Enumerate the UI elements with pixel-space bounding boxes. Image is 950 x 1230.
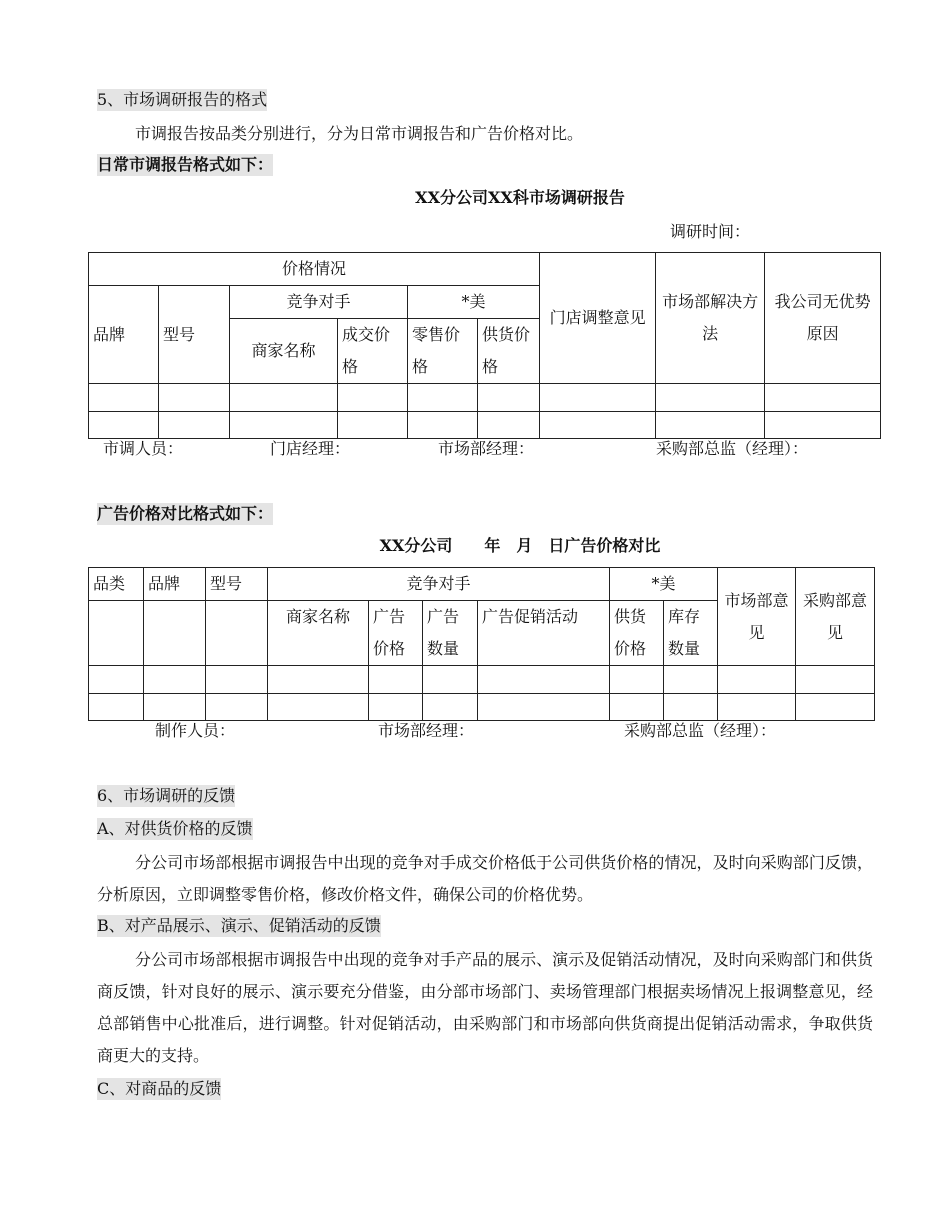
ad-header-stock-quantity: 库存数量 [664, 601, 718, 666]
ad-header-ad-quantity: 广告数量 [423, 601, 478, 666]
table-row [89, 384, 881, 412]
header-supply-price: 供货价格 [478, 319, 540, 384]
ad-header-us: *美 [610, 568, 718, 601]
header-disadvantage-reason: 我公司无优势原因 [765, 253, 881, 384]
section-5-intro: 市调报告按品类分别进行，分为日常市调报告和广告价格对比。 [135, 124, 584, 143]
footer-store-manager: 门店经理： [270, 439, 351, 458]
feedback-a-text: 分公司市场部根据市调报告中出现的竞争对手成交价格低于公司供货价格的情况，及时向采购部门反馈，分析原因，立即调整零售价格，修改价格文件，确保公司的价格优势。 [97, 853, 873, 904]
header-retail-price: 零售价格 [408, 319, 478, 384]
feedback-c-heading: C、对商品的反馈 [97, 1079, 222, 1098]
ad-header-competitor: 竞争对手 [268, 568, 610, 601]
header-model: 型号 [159, 286, 230, 384]
ad-header-merchant-name: 商家名称 [268, 601, 369, 666]
header-competitor: 竞争对手 [230, 286, 408, 319]
footer-surveyor: 市调人员： [103, 439, 184, 458]
ad-footer-maker: 制作人员： [155, 721, 236, 740]
feedback-b-text: 分公司市场部根据市调报告中出现的竞争对手产品的展示、演示及促销活动情况，及时向采购部门和供货商反馈，针对良好的展示、演示要充分借鉴，由分部市场部门、卖场管理部门根据卖场情况上报调整意见，经总部销售中心批准后，进行调整。针对促销活动，由采购部门和市场部向供货商提出促销活动需求，争取供货商更大的支持。 [97, 950, 873, 1065]
daily-report-table [88, 252, 881, 439]
header-merchant-name: 商家名称 [230, 319, 338, 384]
table-row [89, 666, 875, 694]
ad-header-ad-promo: 广告促销活动 [478, 601, 610, 666]
footer-market-manager: 市场部经理： [438, 439, 535, 458]
feedback-a-heading: A、对供货价格的反馈 [97, 819, 253, 838]
ad-footer-market-manager: 市场部经理： [378, 721, 475, 740]
ad-compare-heading: 广告价格对比格式如下： [97, 504, 274, 523]
feedback-a-paragraph [97, 847, 873, 911]
ad-footer-purchase-director: 采购部总监（经理）： [624, 721, 777, 740]
feedback-b-paragraph [97, 944, 873, 1072]
daily-report-title: XX分公司XX科市场调研报告 [415, 188, 625, 207]
header-deal-price: 成交价格 [338, 319, 408, 384]
daily-report-date-label: 调研时间： [670, 222, 751, 241]
ad-header-model: 型号 [206, 568, 268, 601]
table-row [89, 412, 881, 439]
section-6-heading: 6、市场调研的反馈 [97, 786, 236, 805]
ad-compare-table [88, 567, 875, 721]
header-us: *美 [408, 286, 540, 319]
footer-purchase-director: 采购部总监（经理）： [656, 439, 809, 458]
section-5-heading: 5、市场调研报告的格式 [97, 90, 268, 109]
ad-header-ad-price: 广告价格 [369, 601, 423, 666]
table-row [89, 694, 875, 721]
daily-report-heading: 日常市调报告格式如下： [97, 155, 274, 174]
ad-compare-title: XX分公司 年 月 日广告价格对比 [379, 536, 661, 555]
header-market-solution: 市场部解决方法 [656, 253, 765, 384]
ad-header-purchase-opinion: 采购部意见 [796, 568, 875, 666]
ad-header-brand: 品牌 [144, 568, 206, 601]
ad-header-category: 品类 [89, 568, 144, 601]
ad-header-supply-price: 供货价格 [610, 601, 664, 666]
ad-header-market-opinion: 市场部意见 [718, 568, 796, 666]
header-store-adjust: 门店调整意见 [540, 253, 656, 384]
feedback-b-heading: B、对产品展示、演示、促销活动的反馈 [97, 916, 381, 935]
header-price-situation: 价格情况 [89, 253, 540, 286]
header-brand: 品牌 [89, 286, 159, 384]
